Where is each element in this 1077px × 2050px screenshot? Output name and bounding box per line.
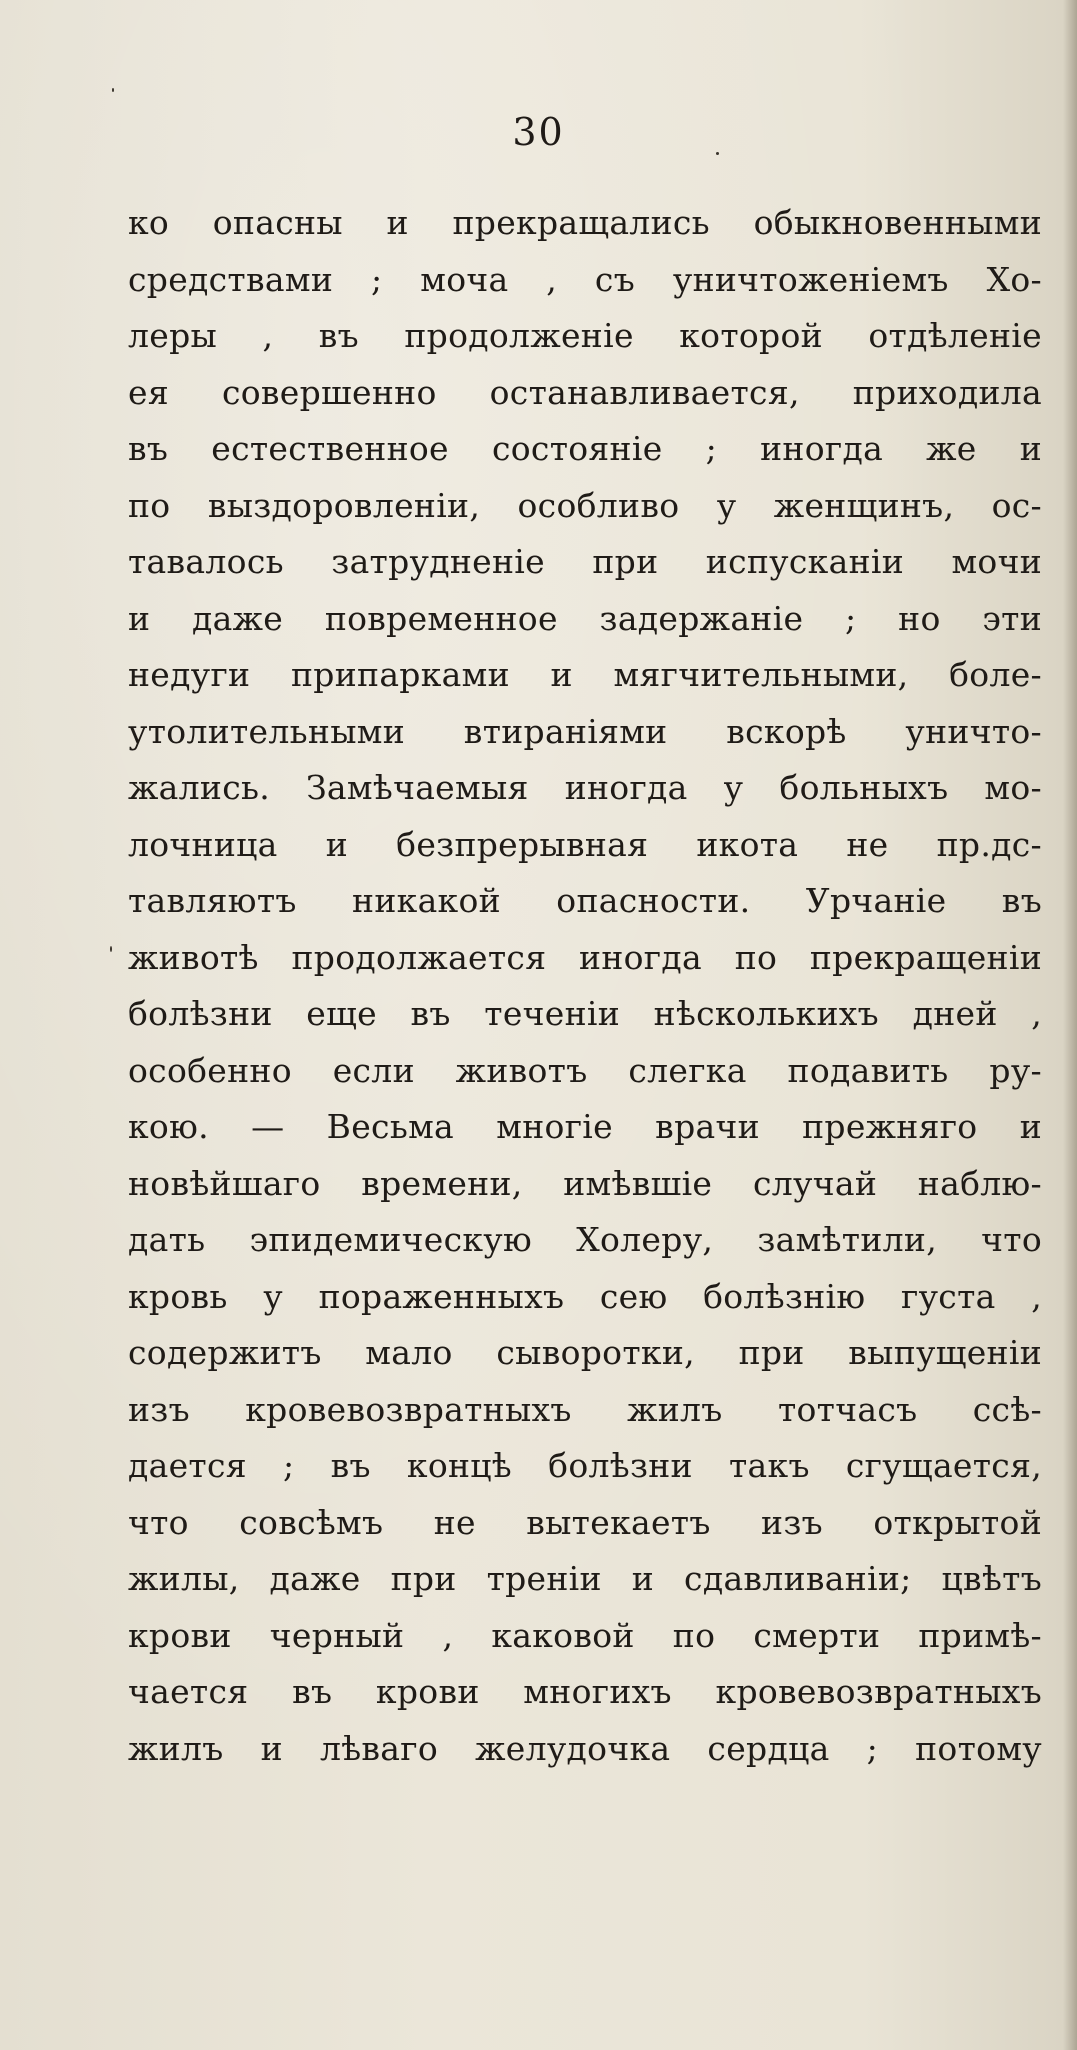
text-line: кою. — Весьма многіе врачи прежняго и [128,1107,1042,1146]
body-text [128,195,1042,1777]
text-line: жилъ и лѣваго желудочка сердца ; потому [128,1728,1042,1768]
text-line: крови черный , каковой по смерти примѣ- [128,1615,1042,1655]
text-line: ея совершенно останавливается, приходила [128,372,1042,412]
text-line: кровь у пораженныхъ сею болѣзнію густа , [128,1276,1042,1316]
text-line: особенно если животъ слегка подавить ру- [128,1050,1042,1090]
text-line: болѣзни еще въ теченіи нѣсколькихъ дней , [128,994,1042,1033]
text-line: по выздоровленіи, особливо у женщинъ, ос- [128,485,1042,525]
text-line: дается ; въ концѣ болѣзни такъ сгущается, [128,1446,1042,1485]
text-line: недуги припарками и мягчительными, боле- [128,655,1042,694]
text-line: жались. Замѣчаемыя иногда у больныхъ мо- [128,768,1042,807]
text-line: лочница и безпрерывная икота не пр.дс- [128,824,1042,864]
text-line: содержитъ мало сыворотки, при выпущеніи [128,1333,1042,1372]
text-line: чается въ крови многихъ кровевозвратныхъ [128,1672,1042,1711]
text-line: изъ кровевозвратныхъ жилъ тотчасъ ссѣ- [128,1389,1042,1429]
text-line: средствами ; моча , съ уничтоженіемъ Хо- [128,259,1042,299]
text-line: леры , въ продолженіе которой отдѣленіе [128,316,1042,355]
text-line: жилы, даже при треніи и сдавливаніи; цвѣтъ [128,1559,1042,1598]
text-line: ко опасны и прекращались обыкновенными [128,203,1042,242]
text-line: тавалось затрудненіе при испусканіи мочи [128,542,1042,581]
text-line: новѣйшаго времени, имѣвшіе случай наблю- [128,1163,1042,1203]
page-number: 30 [512,110,565,154]
text-line: тавляютъ никакой опасности. Урчаніе въ [128,881,1042,920]
ink-speck [112,88,114,92]
text-line: утолительными втираніями вскорѣ уничто- [128,711,1042,751]
text-line: что совсѣмъ не вытекаетъ изъ открытой [128,1502,1042,1542]
text-line: въ естественное состояніе ; иногда же и [128,429,1042,468]
text-line: и даже повременное задержаніе ; но эти [128,598,1042,638]
ink-speck [110,946,112,952]
page-edge-shadow [1063,0,1077,2050]
ink-speck [716,152,719,155]
text-line: дать эпидемическую Холеру, замѣтили, что [128,1220,1042,1259]
text-line: животѣ продолжается иногда по прекращеніи [128,937,1042,977]
